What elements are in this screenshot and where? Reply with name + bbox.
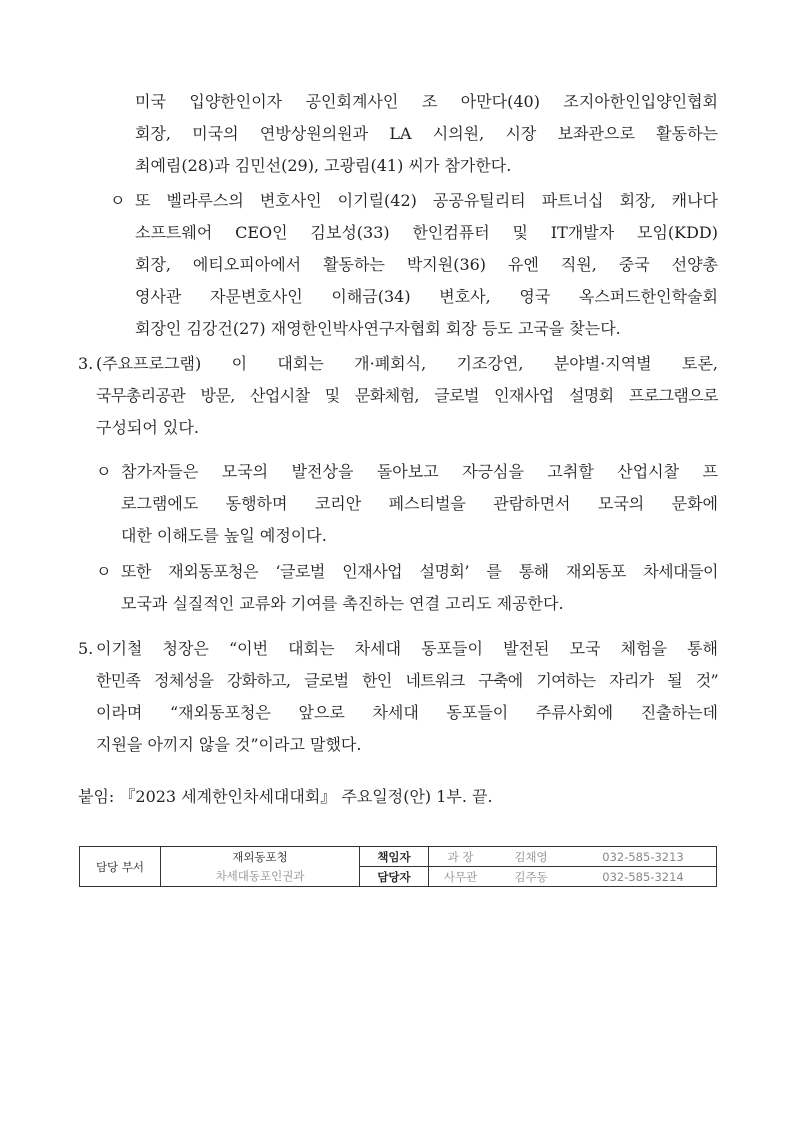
- text-line: 대한 이해도를 높일 예정이다.: [121, 526, 327, 545]
- bullet-marker: ㅇ: [110, 191, 126, 210]
- section-number: 3.: [78, 354, 94, 373]
- text-line: 모국과 실질적인 교류와 기여를 촉진하는 연결 고리도 제공한다.: [121, 594, 564, 613]
- text-line: 로그램에도 동행하며 코리안 페스티벌을 관람하면서 모국의 문화에: [121, 494, 718, 513]
- dept-name: 재외동포청: [232, 849, 288, 864]
- title-cell: 과 장: [429, 847, 493, 867]
- paragraph-talent-briefing: [121, 556, 718, 620]
- name-cell: 김채영: [492, 847, 570, 867]
- text-line: 한민족 정체성을 강화하고, 글로벌 한인 네트워크 구축에 기여하는 자리가 될 것”: [96, 671, 718, 690]
- title-cell: 사무관: [429, 867, 493, 887]
- role-cell: 책임자: [360, 847, 429, 867]
- text-line: 국무총리공관 방문, 산업시찰 및 문화체험, 글로벌 인재사업 설명회 프로그램으로: [96, 386, 718, 405]
- bullet-marker: ㅇ: [96, 462, 112, 481]
- text-line: 소프트웨어 CEO인 김보성(33) 한인컴퓨터 및 IT개발자 모임(KDD): [135, 223, 718, 242]
- text-line: 회장, 미국의 연방상원의원과 LA 시의원, 시장 보좌관으로 활동하는: [135, 124, 718, 143]
- text-line: 이기철 청장은 “이번 대회는 차세대 동포들이 발전된 모국 체험을 통해: [96, 639, 718, 658]
- text-line: 지원을 아끼지 않을 것”이라고 말했다.: [96, 735, 362, 754]
- text-line: 회장, 에티오피아에서 활동하는 박지원(36) 유엔 직원, 중국 선양총: [135, 255, 718, 274]
- section-3-program: [96, 348, 718, 444]
- paragraph-industrial-tour: [121, 456, 718, 552]
- text-line: 미국 입양한인이자 공인회계사인 조 아만다(40) 조지아한인입양인협회: [135, 92, 718, 111]
- text-line: 회장인 김강건(27) 재영한인박사연구자협회 회장 등도 고국을 찾는다.: [135, 319, 621, 338]
- contact-table: [79, 846, 717, 887]
- text-line: 참가자들은 모국의 발전상을 돌아보고 자긍심을 고취할 산업시찰 프: [121, 462, 718, 481]
- text-line: (주요프로그램) 이 대회는 개·폐회식, 기조강연, 분야별·지역별 토론,: [96, 354, 718, 373]
- text-line: 또 벨라루스의 변호사인 이기릴(42) 공공유틸리티 파트너십 회장, 캐나다: [135, 191, 718, 210]
- bullet-marker: ㅇ: [96, 562, 112, 581]
- phone-cell: 032-585-3214: [570, 867, 717, 887]
- dept-sub: 차세대동포인권과: [215, 868, 305, 883]
- dept-label: 담당 부서: [80, 847, 161, 887]
- text-line: 최예림(28)과 김민선(29), 고광림(41) 씨가 참가한다.: [135, 156, 512, 175]
- text-line: 이라며 “재외동포청은 앞으로 차세대 동포들이 주류사회에 진출하는데: [96, 703, 718, 722]
- dept-cell: [161, 847, 360, 887]
- role-cell: 담당자: [360, 867, 429, 887]
- name-cell: 김주동: [492, 867, 570, 887]
- paragraph-participants-1: [135, 86, 718, 182]
- paragraph-participants-2: [135, 185, 718, 345]
- text-line: 또한 재외동포청은 ‘글로벌 인재사업 설명회’ 를 통해 재외동포 차세대들이: [121, 562, 718, 581]
- attachment-note: 붙임: 『2023 세계한인차세대대회』 주요일정(안) 1부. 끝.: [78, 787, 493, 806]
- section-number: 5.: [78, 639, 94, 658]
- phone-cell: 032-585-3213: [570, 847, 717, 867]
- text-line: 구성되어 있다.: [96, 418, 199, 437]
- section-5-commissioner-quote: [96, 633, 718, 761]
- text-line: 영사관 자문변호사인 이해금(34) 변호사, 영국 옥스퍼드한인학술회: [135, 287, 718, 306]
